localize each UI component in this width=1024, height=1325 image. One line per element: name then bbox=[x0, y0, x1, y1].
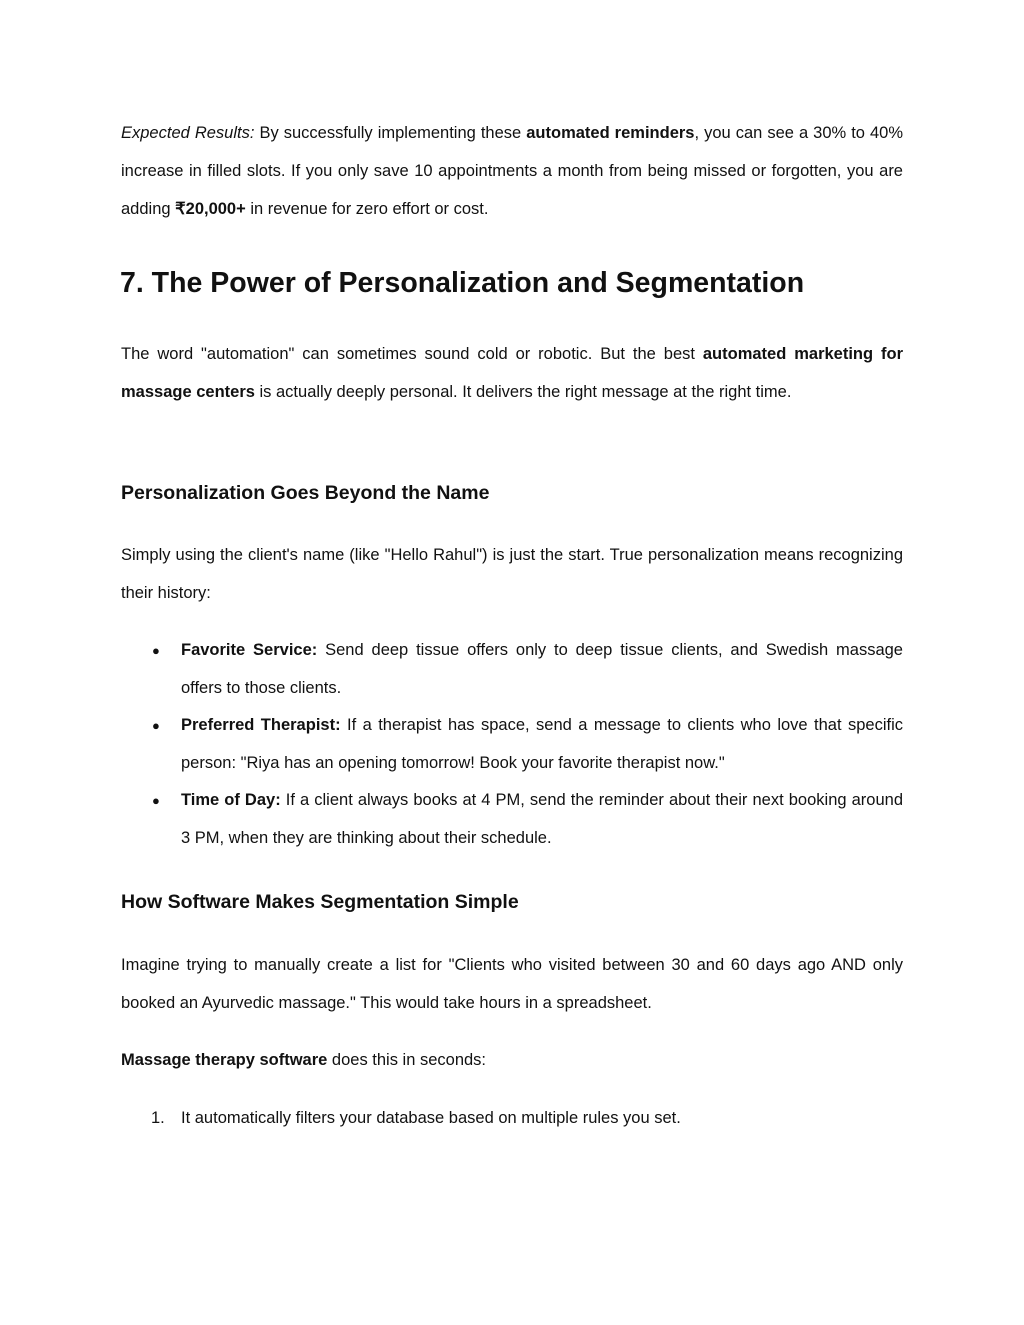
text: does this in seconds: bbox=[327, 1051, 487, 1069]
item-label: Preferred Therapist: bbox=[181, 716, 341, 734]
item-text: If a client always books at 4 PM, send the reminder about their next booking around 3 PM, when they are thinking about their schedule. bbox=[181, 791, 904, 847]
section-heading: 7. The Power of Personalization and Segmentation bbox=[120, 267, 805, 299]
bold-text: Massage therapy software bbox=[121, 1051, 328, 1069]
personalization-paragraph: Simply using the client's name (like "Hello Rahul") is just the start. True personalization means recognizing their history: bbox=[121, 546, 903, 602]
bullet-icon: ● bbox=[152, 643, 160, 658]
item-text: If a therapist has space, send a message to clients who love that specific person: "Riya has an opening tomorrow! Book your favorite therapist now." bbox=[181, 716, 904, 772]
bullet-icon: ● bbox=[152, 793, 160, 808]
text: By successfully implementing these bbox=[254, 124, 527, 142]
list-item bbox=[121, 707, 903, 782]
software-paragraph bbox=[121, 1041, 903, 1079]
subheading-segmentation: How Software Makes Segmentation Simple bbox=[121, 891, 519, 913]
bold-text: automated reminders bbox=[526, 124, 695, 142]
text: , you can see a 30% to 40% increase in filled slots. If you only save 10 appointments a month from being missed or forgotten, you are adding bbox=[121, 124, 903, 218]
item-label: Time of Day: bbox=[181, 791, 281, 809]
list-item bbox=[121, 1099, 903, 1137]
item-text: Send deep tissue offers only to deep tissue clients, and Swedish massage offers to those clients. bbox=[181, 641, 903, 697]
intro-paragraph bbox=[121, 335, 903, 411]
subheading-personalization: Personalization Goes Beyond the Name bbox=[121, 482, 490, 504]
list-item bbox=[121, 632, 903, 707]
item-number: 1. bbox=[151, 1109, 165, 1127]
item-text: It automatically filters your database based on multiple rules you set. bbox=[181, 1109, 681, 1127]
ordered-list bbox=[121, 1099, 903, 1137]
bullet-list bbox=[121, 632, 903, 857]
text: in revenue for zero effort or cost. bbox=[245, 200, 489, 218]
text: The word "automation" can sometimes sound cold or robotic. But the best bbox=[121, 345, 703, 363]
text: is actually deeply personal. It delivers the right message at the right time. bbox=[254, 383, 792, 401]
segmentation-paragraph: Imagine trying to manually create a list for "Clients who visited between 30 and 60 days ago AND only booked an Ayurvedic massage." This would take hours in a spreadsheet. bbox=[121, 956, 903, 1012]
bold-text: ₹20,000+ bbox=[175, 200, 246, 218]
bold-text: automated marketing for massage centers bbox=[121, 345, 903, 401]
list-item bbox=[121, 782, 903, 857]
expected-results-paragraph bbox=[121, 114, 903, 228]
expected-results-label: Expected Results: bbox=[121, 124, 255, 142]
bullet-icon: ● bbox=[152, 718, 160, 733]
item-label: Favorite Service: bbox=[181, 641, 318, 659]
